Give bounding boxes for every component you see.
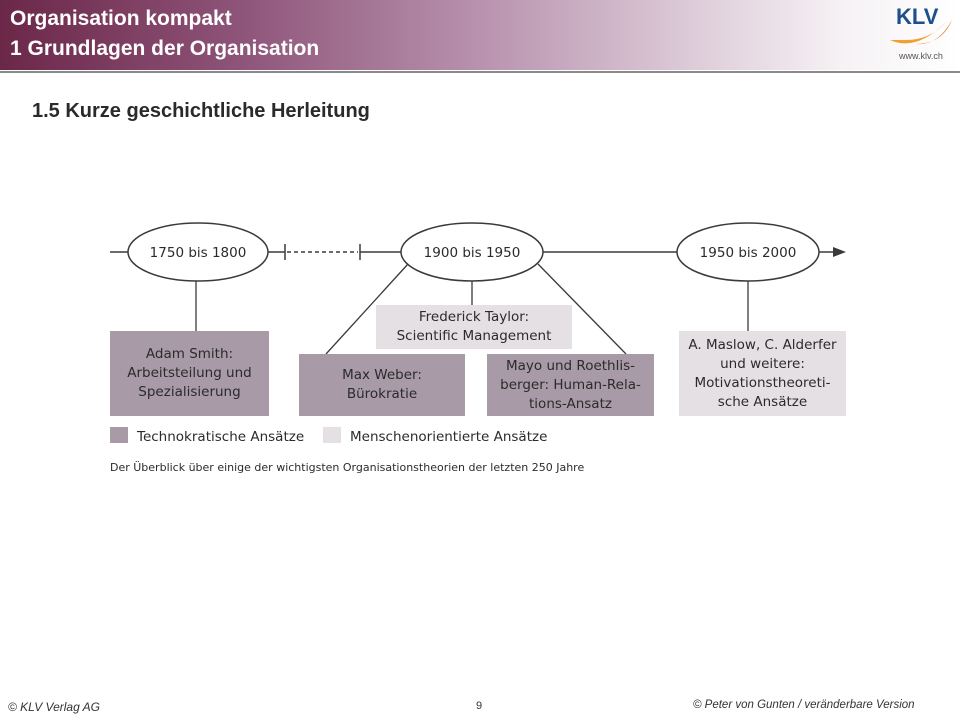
theory-box-weber: Max Weber: Bürokratie xyxy=(299,354,465,416)
period-label: 1950 bis 2000 xyxy=(699,245,797,261)
presentation-title: Organisation kompakt xyxy=(10,7,232,30)
logo-url: www.klv.ch xyxy=(899,51,943,61)
section-title: 1.5 Kurze geschichtliche Herleitung xyxy=(32,100,370,122)
logo-text: KLV xyxy=(896,4,939,29)
period-label: 1900 bis 1950 xyxy=(423,245,521,261)
page-number: 9 xyxy=(476,700,483,712)
figure-caption: Der Überblick über einige der wichtigsten Organisationstheorien der letzten 250 Jahre xyxy=(110,461,585,474)
axis-arrowhead xyxy=(833,247,846,257)
period-label: 1750 bis 1800 xyxy=(149,245,247,261)
footer-author: © Peter von Gunten / veränderbare Version xyxy=(693,699,915,711)
legend-label-technocratic: Technokratische Ansätze xyxy=(137,429,305,445)
theory-box-maslow-alderfer: A. Maslow, C. Alderfer und weitere: Motivationstheoreti- sche Ansätze xyxy=(679,331,846,416)
chapter-subtitle: 1 Grundlagen der Organisation xyxy=(10,37,320,60)
footer-copyright: © KLV Verlag AG xyxy=(8,700,100,714)
theory-box-mayo-roethlisberger: Mayo und Roethlis- berger: Human-Rela- tions-Ansatz xyxy=(487,354,654,416)
theory-box-adam-smith: Adam Smith: Arbeitsteilung und Spezialisierung xyxy=(110,331,269,416)
legend-swatch-technocratic xyxy=(110,427,128,443)
theory-box-taylor: Frederick Taylor: Scientific Management xyxy=(376,305,572,349)
legend-label-human: Menschenorientierte Ansätze xyxy=(350,429,548,445)
legend-swatch-human xyxy=(323,427,341,443)
